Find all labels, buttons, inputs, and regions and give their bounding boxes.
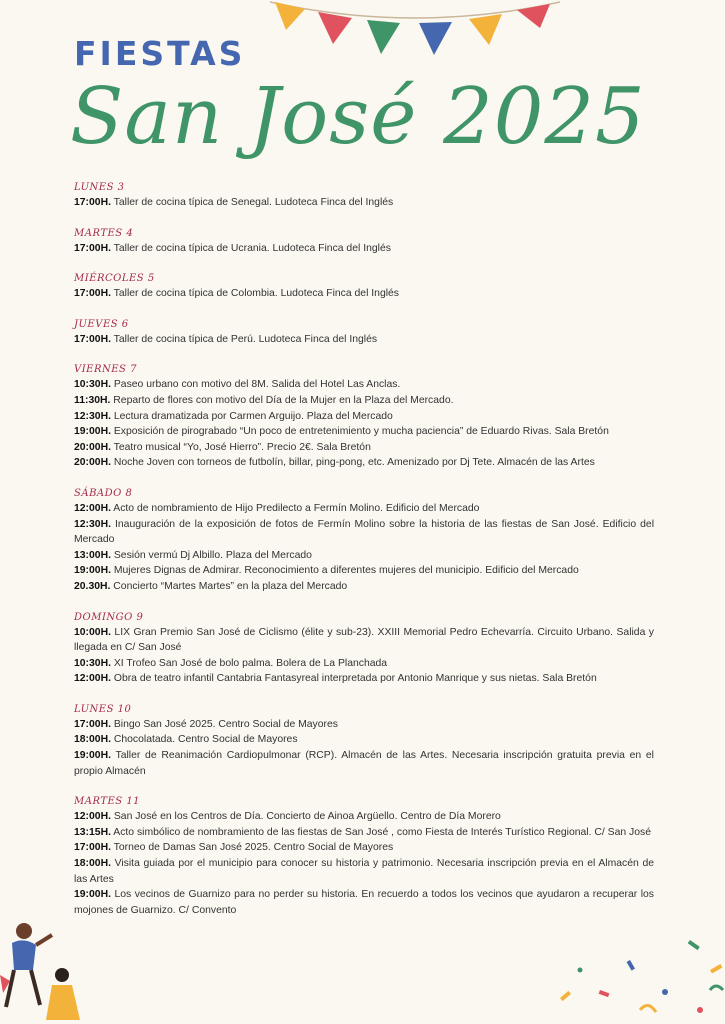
- day-section: [74, 795, 654, 918]
- event-item: [74, 286, 654, 302]
- day-heading: JUEVES 6: [74, 318, 129, 330]
- event-time: 10:00H.: [74, 626, 111, 638]
- event-item: [74, 579, 654, 595]
- event-item: [74, 732, 654, 748]
- day-section: [74, 703, 654, 779]
- event-time: 13:00H.: [74, 549, 111, 561]
- event-time: 19:00H.: [74, 750, 111, 762]
- event-item: [74, 809, 654, 825]
- event-description: Taller de cocina típica de Senegal. Ludoteca Finca del Inglés: [113, 197, 394, 208]
- event-description: San José en los Centros de Día. Concierto de Ainoa Argüello. Centro de Día Morero: [113, 811, 501, 823]
- event-description: Obra de teatro infantil Cantabria Fantasyreal interpretada por Antonio Manrique y sus nietas. Sala Bretón: [113, 673, 597, 685]
- event-item: [74, 548, 654, 564]
- event-description: Teatro musical “Yo, José Hierro”. Precio 2€. Sala Bretón: [113, 441, 371, 453]
- event-description: Sesión vermú Dj Albillo. Plaza del Mercado: [113, 549, 312, 561]
- confetti-decoration: [540, 930, 725, 1024]
- day-section: [74, 318, 654, 348]
- event-time: 19:00H.: [74, 889, 111, 901]
- event-time: 17:00H.: [74, 197, 111, 208]
- day-heading: LUNES 3: [74, 182, 125, 193]
- event-item: [74, 671, 654, 687]
- event-item: [74, 377, 654, 393]
- event-description: Visita guiada por el municipio para conocer su historia y patrimonio. Necesaria inscripción previa en el Almacén de las Artes: [74, 858, 655, 885]
- event-description: Taller de Reanimación Cardiopulmonar (RCP). Almacén de las Artes. Necesaria inscripción gratuita previa en el propio Almacén: [74, 750, 654, 777]
- event-time: 12:30H.: [74, 518, 111, 530]
- event-description: Concierto “Martes Martes” en la plaza del Mercado: [113, 580, 348, 592]
- day-heading: MIÉRCOLES 5: [74, 273, 155, 285]
- event-time: 17:00H.: [74, 288, 111, 300]
- title-san-jose: San José 2025: [70, 72, 646, 162]
- event-description: Taller de cocina típica de Ucrania. Ludoteca Finca del Inglés: [113, 242, 391, 254]
- event-time: 18:00H.: [74, 858, 111, 870]
- event-item: [74, 656, 654, 672]
- event-time: 13:15H.: [74, 826, 111, 838]
- event-description: Mujeres Dignas de Admirar. Reconocimiento a diferentes mujeres del municipio. Edificio del Mercado: [113, 565, 579, 577]
- event-description: Exposición de pirograbado “Un poco de entretenimiento y mucha paciencia” de Eduardo Rivas. Sala Bretón: [113, 426, 609, 438]
- event-description: Lectura dramatizada por Carmen Arguijo. Plaza del Mercado: [113, 410, 393, 422]
- event-description: Bingo San José 2025. Centro Social de Mayores: [113, 718, 338, 730]
- event-time: 12:00H.: [74, 811, 111, 823]
- event-time: 20:00H.: [74, 441, 111, 453]
- event-item: [74, 440, 654, 456]
- event-description: Taller de cocina típica de Colombia. Ludoteca Finca del Inglés: [113, 288, 400, 300]
- event-description: Los vecinos de Guarnizo para no perder su historia. En recuerdo a todos los vecinos que ayudaron a recuperar los mojones de Guarnizo. C/ Convento: [74, 889, 654, 916]
- day-heading: LUNES 10: [74, 703, 132, 715]
- event-description: Acto de nombramiento de Hijo Predilecto a Fermín Molino. Edificio del Mercado: [113, 502, 480, 514]
- event-item: [74, 625, 654, 656]
- event-description: Reparto de flores con motivo del Día de la Mujer en la Plaza del Mercado.: [113, 394, 454, 406]
- event-item: [74, 332, 654, 348]
- day-heading: DOMINGO 9: [74, 611, 144, 623]
- event-item: [74, 856, 654, 887]
- event-time: 17:00H.: [74, 842, 111, 854]
- event-time: 17:00H.: [74, 333, 111, 345]
- event-time: 18:00H.: [74, 734, 111, 746]
- event-item: [74, 393, 654, 409]
- event-item: [74, 501, 654, 517]
- program-list: [74, 181, 654, 934]
- event-description: Acto simbólico de nombramiento de las fiestas de San José , como Fiesta de Interés Turístico Regional. C/ San José: [113, 826, 651, 838]
- event-item: [74, 455, 654, 471]
- event-item: [74, 887, 654, 918]
- day-heading: VIERNES 7: [74, 364, 137, 376]
- event-description: Inauguración de la exposición de fotos de Fermín Molino sobre la historia de las fiestas de San José. Edificio del Mercado: [74, 518, 654, 546]
- event-item: [74, 563, 654, 579]
- event-description: Paseo urbano con motivo del 8M. Salida del Hotel Las Anclas.: [113, 379, 401, 391]
- day-section: [74, 272, 654, 302]
- event-description: Noche Joven con torneos de futbolín, billar, ping-pong, etc. Amenizado por Dj Tete. Almacén de las Artes: [113, 457, 595, 469]
- title-fiestas: FIESTAS: [74, 34, 246, 73]
- event-item: [74, 517, 654, 548]
- event-time: 12:00H.: [74, 502, 111, 514]
- event-description: Torneo de Damas San José 2025. Centro Social de Mayores: [113, 842, 394, 854]
- event-time: 11:30H.: [74, 394, 111, 406]
- event-item: [74, 195, 654, 211]
- event-time: 17:00H.: [74, 242, 111, 254]
- event-description: Chocolatada. Centro Social de Mayores: [113, 734, 298, 746]
- day-section: [74, 227, 654, 257]
- event-time: 20:00H.: [74, 457, 111, 469]
- event-item: [74, 840, 654, 856]
- event-item: [74, 825, 654, 841]
- event-time: 19:00H.: [74, 565, 111, 577]
- event-item: [74, 717, 654, 733]
- event-description: Taller de cocina típica de Perú. Ludoteca Finca del Inglés: [113, 333, 378, 345]
- event-time: 12:30H.: [74, 410, 111, 422]
- day-heading: SÁBADO 8: [74, 487, 133, 499]
- day-section: [74, 363, 654, 471]
- day-heading: MARTES 4: [74, 227, 134, 239]
- day-section: [74, 611, 654, 687]
- day-section: [74, 487, 654, 595]
- bunting-decoration: [270, 0, 560, 62]
- event-description: LIX Gran Premio San José de Ciclismo (élite y sub-23). XXIII Memorial Pedro Echevarría. Circuito Urbano. Salida y llegada en C/ San José: [74, 626, 655, 654]
- day-heading: MARTES 11: [74, 796, 141, 808]
- event-item: [74, 424, 654, 440]
- day-section: [74, 181, 654, 211]
- event-time: 10:30H.: [74, 657, 111, 669]
- dancers-illustration: [0, 915, 90, 1024]
- event-item: [74, 409, 654, 425]
- event-time: 10:30H.: [74, 379, 111, 391]
- event-description: XI Trofeo San José de bolo palma. Bolera de La Planchada: [113, 657, 388, 669]
- event-time: 17:00H.: [74, 718, 111, 730]
- event-item: [74, 748, 654, 779]
- event-time: 19:00H.: [74, 426, 111, 438]
- event-item: [74, 241, 654, 257]
- event-time: 20.30H.: [74, 580, 111, 592]
- event-time: 12:00H.: [74, 673, 111, 685]
